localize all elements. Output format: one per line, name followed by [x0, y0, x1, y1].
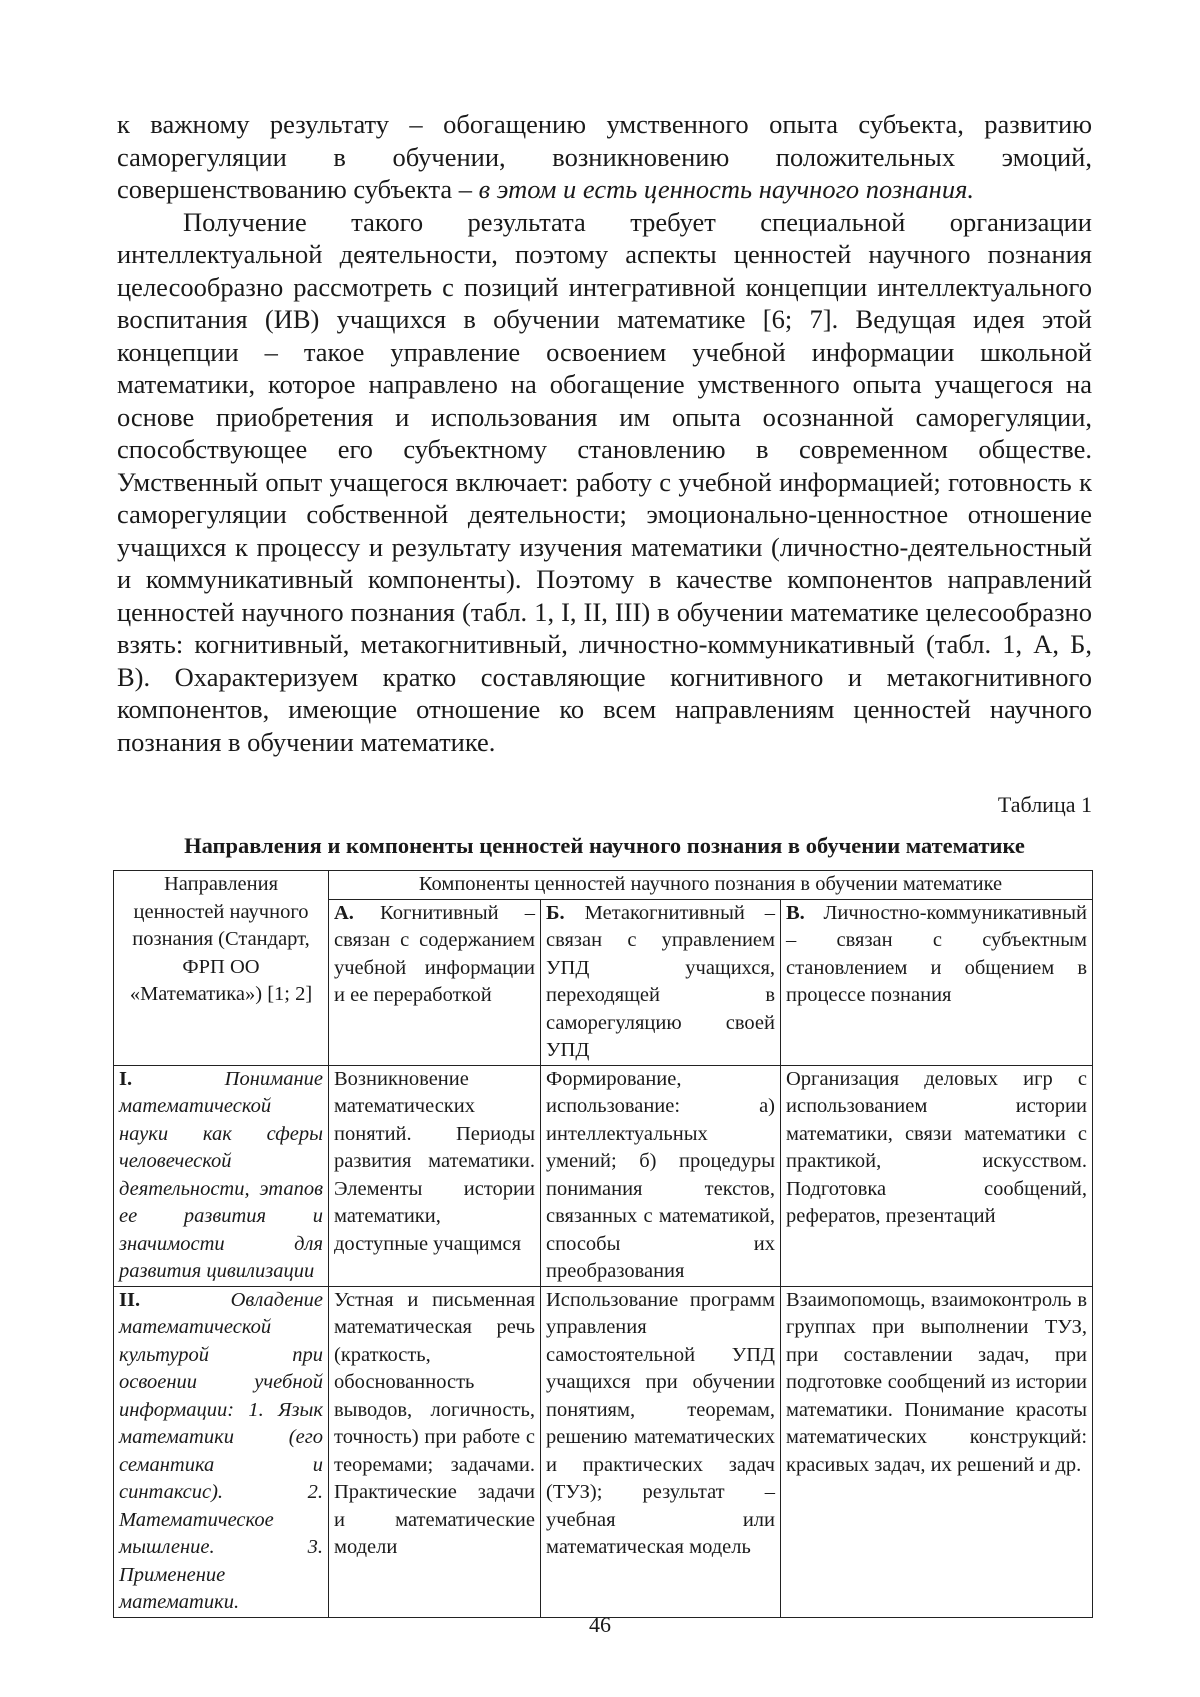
- body-text: [117, 108, 1092, 758]
- paragraph-2: Получение такого результата требует специальной организации интеллектуальной деятельности, поэтому аспекты ценностей научного познания целесообразно рассмотреть с позиций интегративной концепции интеллектуального воспитания (ИВ) учащихся в обучении математике [6; 7]. Ведущая идея этой концепции – такое управление освоением учебной информации школьной математики, которое направлено на обогащение умственного опыта учащегося на основе приобретения и использования им опыта осознанной саморегуляции, способствующее его субъектному становлению в современном обществе. Умственный опыт учащегося включает: работу с учебной информацией; готовность к саморегуляции собственной деятельности; эмоционально-ценностное отношение учащихся к процессу и результату изучения математики (личностно-деятельностный и коммуникативный компоненты). Поэтому в качестве компонентов направлений ценностей научного познания (табл. 1, I, II, III) в обучении математике целесообразно взять: когнитивный, метакогнитивный, личностно-коммуникативный (табл. 1, А, Б, В). Охарактеризуем кратко составляющие когнитивного и метакогнитивного компонентов, имеющие отношение ко всем направлениям ценностей научного познания в обучении математике.: [117, 206, 1092, 757]
- direction-cell: I. Понимание математической науки как сферы человеческой деятельности, этапов ее развития и значимости для развития цивилизации: [114, 1065, 329, 1286]
- table-cell: Возникновение математических понятий. Периоды развития математики. Элементы истории математики, доступные учащимся: [329, 1065, 541, 1286]
- table-title: Направления и компоненты ценностей научного познания в обучении математике: [184, 833, 1025, 858]
- page-number: 46: [589, 1612, 611, 1637]
- table-cell: Организация деловых игр с использованием истории математики, связи математики с практикой, искусством. Подготовка сообщений, рефератов, презентаций: [781, 1065, 1093, 1286]
- table-cell: Использование программ управления самостоятельной УПД учащихся при обучении понятиям, теоремам, решению математических и практических задач (ТУЗ); результат – учебная или математическая модель: [541, 1286, 781, 1617]
- header-personal-cell: В. Личностно-коммуникативный – связан с субъектным становлением и общением в процессе познания: [781, 899, 1093, 1065]
- header-metacognitive-cell: Б. Метакогнитивный – связан с управлением УПД учащихся, переходящей в саморегуляцию своей УПД: [541, 899, 781, 1065]
- table-cell: Взаимопомощь, взаимоконтроль в группах при выполнении ТУЗ, при составлении задач, при подготовке сообщений из истории математики. Понимание красоты математических конструкций: красивых задач, их решений и др.: [781, 1286, 1093, 1617]
- header-direction-cell: Направления ценностей научного познания (Стандарт, ФРП ОО «Математика») [1; 2]: [114, 871, 329, 1066]
- table-cell: Формирование, использование: а) интеллектуальных умений; б) процедуры понимания текстов, связанных с математикой, способы их преобразования: [541, 1065, 781, 1286]
- values-table: [113, 870, 1093, 1618]
- table-cell: Устная и письменная математическая речь (краткость, обоснованность выводов, логичность, точность) при работе с теоремами; задачами. Практические задачи и математические модели: [329, 1286, 541, 1617]
- table-number-label: Таблица 1: [997, 792, 1092, 817]
- paragraph-1-emphasis: в этом и есть ценность научного познания.: [478, 174, 975, 204]
- direction-cell: II. Овладение математической культурой при освоении учебной информации: 1. Язык математики (его семантика и синтаксис). 2. Математическое мышление. 3. Применение математики.: [114, 1286, 329, 1617]
- table-header-row: [114, 871, 1093, 900]
- header-components-cell: Компоненты ценностей научного познания в обучении математике: [329, 871, 1093, 900]
- table-row: [114, 1286, 1093, 1617]
- paragraph-1: к важному результату – обогащению умственного опыта субъекта, развитию саморегуляции в обучении, возникновению положительных эмоций, совершенствованию субъекта – в этом и есть ценность научного познания.: [117, 109, 1092, 204]
- table-row: [114, 1065, 1093, 1286]
- header-cognitive-cell: А. Когнитивный – связан с содержанием учебной информации и ее переработкой: [329, 899, 541, 1065]
